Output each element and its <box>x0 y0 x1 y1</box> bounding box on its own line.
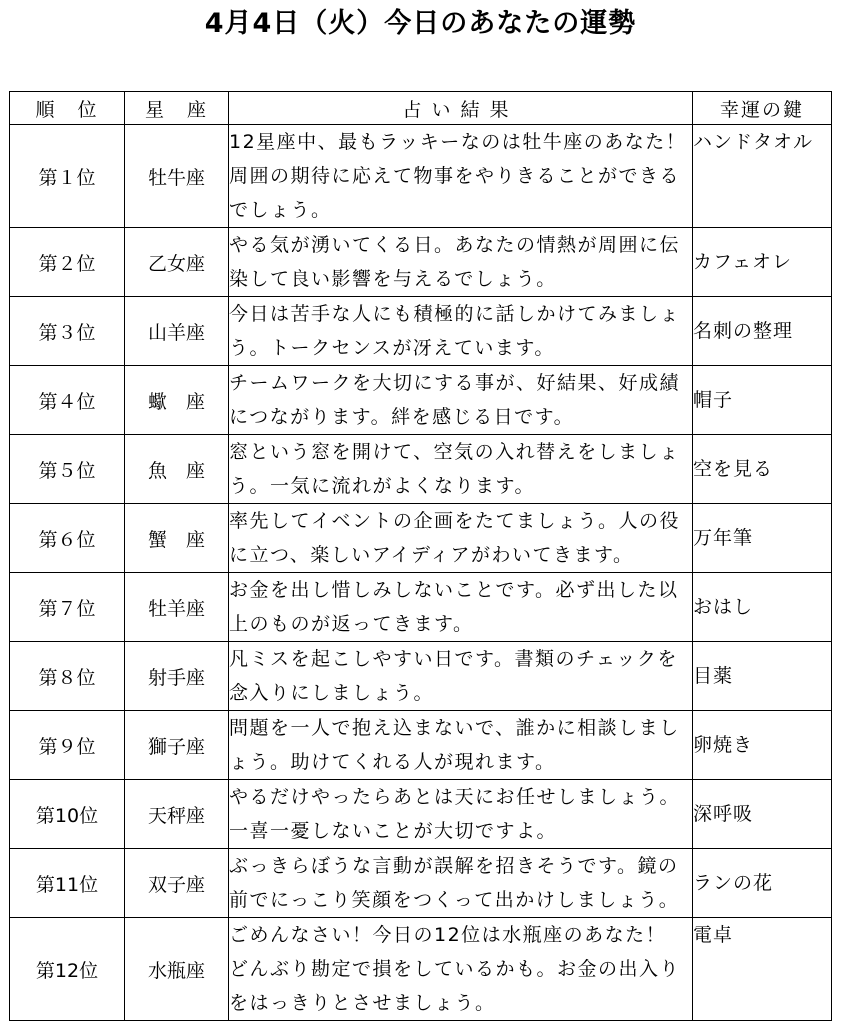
fortune-result-cell <box>229 573 693 642</box>
fortune-result-cell <box>229 780 693 849</box>
table-row <box>10 366 832 435</box>
lucky-key-cell: 深呼吸 <box>693 780 832 849</box>
fortune-result-cell <box>229 918 693 1021</box>
rank-cell: 第12位 <box>10 918 125 1021</box>
lucky-key-cell: 名刺の整理 <box>693 297 832 366</box>
zodiac-sign-cell: 蠍 座 <box>125 366 229 435</box>
fortune-result-line: 率先してイベントの企画をたてましょう。人の役 <box>229 510 681 532</box>
zodiac-sign-cell: 天秤座 <box>125 780 229 849</box>
fortune-result-cell <box>229 125 693 228</box>
fortune-result-cell <box>229 849 693 918</box>
fortune-result-line: をはっきりとさせましょう。 <box>229 992 496 1014</box>
zodiac-sign-cell: 乙女座 <box>125 228 229 297</box>
fortune-result-cell <box>229 366 693 435</box>
fortune-result-line: 前でにっこり笑顔をつくって出かけしましょう。 <box>229 889 680 911</box>
table-row <box>10 711 832 780</box>
lucky-key-cell: おはし <box>693 573 832 642</box>
fortune-result-line: ょう。助けてくれる人が現れます。 <box>229 751 556 773</box>
rank-cell: 第６位 <box>10 504 125 573</box>
zodiac-sign-cell: 魚 座 <box>125 435 229 504</box>
rank-cell: 第１位 <box>10 125 125 228</box>
table-row <box>10 504 832 573</box>
table-row <box>10 228 832 297</box>
zodiac-sign-cell: 射手座 <box>125 642 229 711</box>
header-sign: 星 座 <box>125 92 229 125</box>
rank-cell: 第10位 <box>10 780 125 849</box>
fortune-result-line: どんぶり勘定で損をしているかも。お金の出入り <box>229 958 681 980</box>
fortune-result-line: 凡ミスを起こしやすい日です。書類のチェックを <box>229 648 678 670</box>
rank-cell: 第７位 <box>10 573 125 642</box>
fortune-result-line: う。トークセンスが冴えています。 <box>229 337 555 359</box>
rank-cell: 第８位 <box>10 642 125 711</box>
lucky-key-cell: 万年筆 <box>693 504 832 573</box>
fortune-result-line: お金を出し惜しみしないことです。必ず出した以 <box>229 579 679 601</box>
fortune-result-line: につながります。絆を感じる日です。 <box>229 406 575 428</box>
table-row <box>10 573 832 642</box>
fortune-result-cell <box>229 435 693 504</box>
fortune-result-cell <box>229 642 693 711</box>
zodiac-sign-cell: 牡牛座 <box>125 125 229 228</box>
fortune-result-cell <box>229 297 693 366</box>
table-row <box>10 918 832 1021</box>
header-lucky-key: 幸運の鍵 <box>693 92 832 125</box>
fortune-result-line: 12星座中、最もラッキーなのは牡牛座のあなた！ <box>229 131 687 153</box>
rank-cell: 第５位 <box>10 435 125 504</box>
fortune-result-line: 一喜一憂しないことが大切ですよ。 <box>229 820 558 842</box>
fortune-result-cell <box>229 504 693 573</box>
lucky-key-cell: 空を見る <box>693 435 832 504</box>
lucky-key-cell: 電卓 <box>693 918 832 1021</box>
fortune-result-line: 問題を一人で抱え込まないで、誰かに相談しまし <box>229 717 680 739</box>
fortune-result-line: ごめんなさい！今日の12位は水瓶座のあなた！ <box>229 924 667 946</box>
fortune-result-cell <box>229 228 693 297</box>
lucky-key-cell: ハンドタオル <box>693 125 832 228</box>
header-result: 占い結果 <box>229 92 693 125</box>
fortune-result-line: 念入りにしましょう。 <box>229 682 435 704</box>
fortune-result-line: 周囲の期待に応えて物事をやりきることができる <box>229 165 681 187</box>
fortune-result-line: に立つ、楽しいアイディアがわいてきます。 <box>229 544 634 566</box>
table-row <box>10 780 832 849</box>
table-header-row <box>10 92 832 125</box>
fortune-result-line: う。一気に流れがよくなります。 <box>229 475 535 497</box>
rank-cell: 第４位 <box>10 366 125 435</box>
fortune-result-line: チームワークを大切にする事が、好結果、好成績 <box>229 372 681 394</box>
lucky-key-cell: 目薬 <box>693 642 832 711</box>
rank-cell: 第３位 <box>10 297 125 366</box>
zodiac-sign-cell: 水瓶座 <box>125 918 229 1021</box>
fortune-result-line: 窓という窓を開けて、空気の入れ替えをしましょ <box>229 441 680 463</box>
table-row <box>10 435 832 504</box>
fortune-result-line: でしょう。 <box>229 199 332 221</box>
table-row <box>10 642 832 711</box>
rank-cell: 第11位 <box>10 849 125 918</box>
zodiac-sign-cell: 蟹 座 <box>125 504 229 573</box>
fortune-result-line: 今日は苦手な人にも積極的に話しかけてみましょ <box>229 303 681 325</box>
zodiac-sign-cell: 獅子座 <box>125 711 229 780</box>
header-rank: 順 位 <box>10 92 125 125</box>
lucky-key-cell: カフェオレ <box>693 228 832 297</box>
zodiac-sign-cell: 双子座 <box>125 849 229 918</box>
table-row <box>10 125 832 228</box>
table-row <box>10 849 832 918</box>
fortune-result-line: 上のものが返ってきます。 <box>229 613 474 635</box>
page-title: 4月4日（火）今日のあなたの運勢 <box>204 8 637 39</box>
rank-cell: 第９位 <box>10 711 125 780</box>
fortune-result-line: 染して良い影響を与えるでしょう。 <box>229 268 557 290</box>
fortune-result-line: ぶっきらぼうな言動が誤解を招きそうです。鏡の <box>229 855 679 877</box>
lucky-key-cell: 帽子 <box>693 366 832 435</box>
lucky-key-cell: 卵焼き <box>693 711 832 780</box>
fortune-result-line: やるだけやったらあとは天にお任せしましょう。 <box>229 786 681 808</box>
rank-cell: 第２位 <box>10 228 125 297</box>
fortune-result-line: やる気が湧いてくる日。あなたの情熱が周囲に伝 <box>229 234 681 256</box>
zodiac-sign-cell: 牡羊座 <box>125 573 229 642</box>
fortune-ranking-table <box>9 91 832 1021</box>
table-row <box>10 297 832 366</box>
lucky-key-cell: ランの花 <box>693 849 832 918</box>
fortune-result-cell <box>229 711 693 780</box>
zodiac-sign-cell: 山羊座 <box>125 297 229 366</box>
